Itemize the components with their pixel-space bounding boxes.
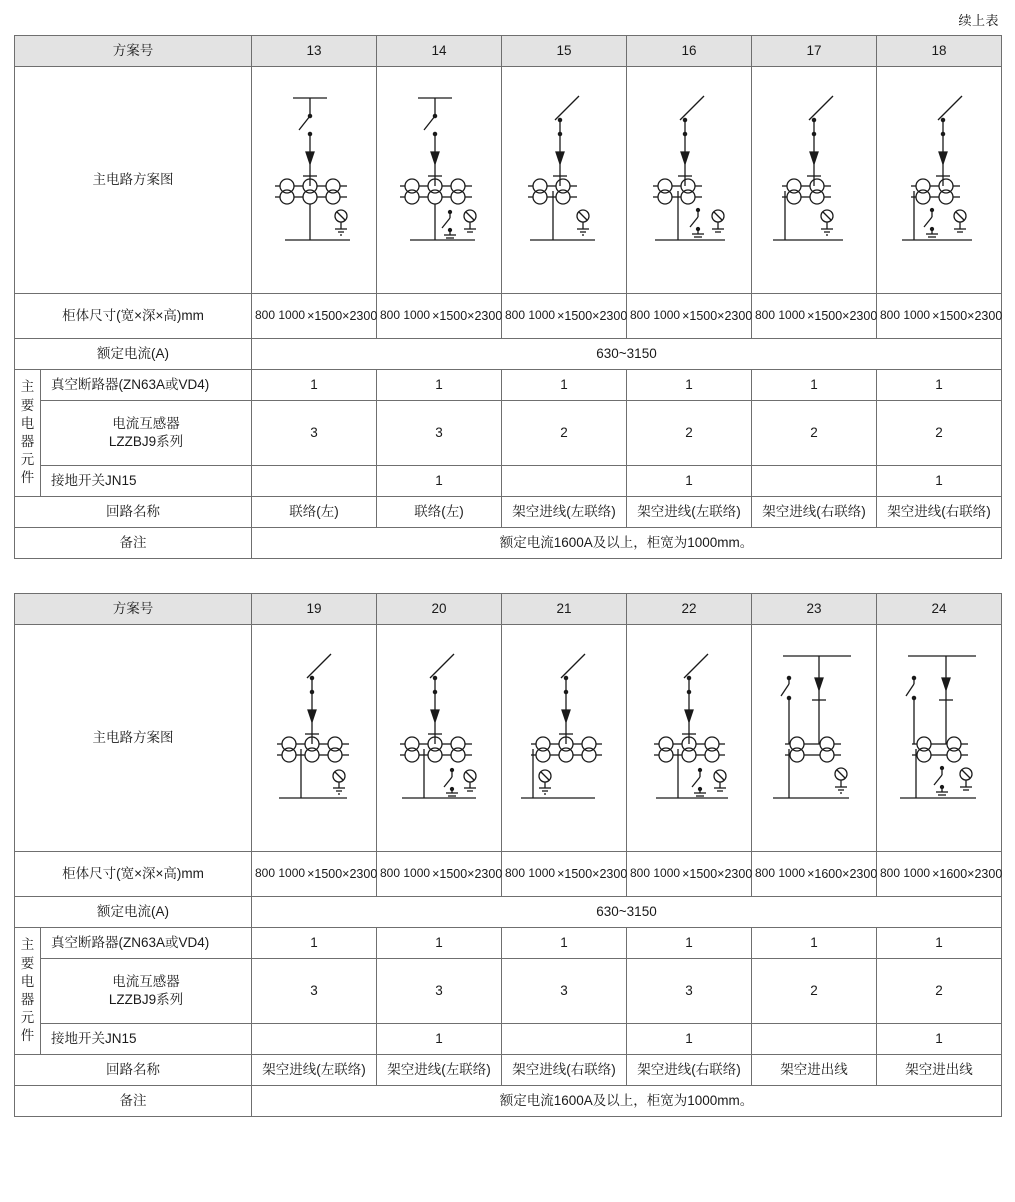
row-label-scheme-no: 方案号: [15, 36, 252, 67]
circuit-diagram-cell: [502, 625, 627, 852]
earth-switch-count-cell: 1: [877, 466, 1002, 497]
table-row-scheme-no: [15, 594, 1002, 625]
table-row-main-circuit: [15, 625, 1002, 852]
earth-switch-count-cell: 1: [377, 1024, 502, 1055]
table-row-vcb: [15, 928, 1002, 959]
loop-name-cell: 架空进出线: [752, 1055, 877, 1086]
table-row-main-circuit: [15, 67, 1002, 294]
earth-switch-count-cell: 1: [877, 1024, 1002, 1055]
ct-count-cell: 2: [752, 959, 877, 1024]
loop-name-cell: 联络(左): [252, 497, 377, 528]
loop-name-cell: 联络(左): [377, 497, 502, 528]
loop-name-cell: 架空进线(左联络): [502, 497, 627, 528]
vcb-count-cell: 1: [627, 928, 752, 959]
circuit-diagram-overhead-3ct-left: [255, 648, 375, 828]
scheme-number-cell: 14: [377, 36, 502, 67]
cabinet-size-cell: 800 1000 ×1500×2300: [252, 294, 377, 339]
ct-count-cell: 2: [877, 959, 1002, 1024]
row-label-remark: 备注: [15, 1086, 252, 1117]
circuit-diagram-cable-incoming-2ct-right-earth: [880, 90, 1000, 270]
earth-switch-count-cell: 1: [627, 1024, 752, 1055]
loop-name-cell: 架空进线(右联络): [877, 497, 1002, 528]
cabinet-width-stack: 800 1000: [380, 866, 431, 881]
row-label-loop-name: 回路名称: [15, 1055, 252, 1086]
scheme-number-cell: 13: [252, 36, 377, 67]
rated-current-value: 630~3150: [252, 897, 1002, 928]
cabinet-size-cell: 800 1000 ×1500×2300: [627, 294, 752, 339]
cabinet-size-cell: 800 1000 ×1500×2300: [752, 294, 877, 339]
circuit-diagram-cell: [502, 67, 627, 294]
cabinet-size-cell: 800 1000 ×1500×2300: [252, 852, 377, 897]
circuit-diagram-overhead-3ct-right-earth: [630, 648, 750, 828]
loop-name-cell: 架空进线(左联络): [627, 497, 752, 528]
vcb-count-cell: 1: [252, 370, 377, 401]
circuit-diagram-cell: [377, 625, 502, 852]
cabinet-width-stack: 800 1000: [880, 866, 931, 881]
earth-switch-count-cell: [752, 1024, 877, 1055]
circuit-diagram-cable-incoming-2ct-right: [755, 90, 875, 270]
table-row-earth-switch: [15, 1024, 1002, 1055]
circuit-diagram-cable-incoming-2ct-left: [505, 90, 625, 270]
row-label-ct: 电流互感器 LZZBJ9系列: [41, 401, 252, 466]
cabinet-width-stack: 800 1000: [880, 308, 931, 323]
row-label-ct: 电流互感器 LZZBJ9系列: [41, 959, 252, 1024]
row-label-remark: 备注: [15, 528, 252, 559]
table-row-earth-switch: [15, 466, 1002, 497]
loop-name-cell: 架空进线(左联络): [377, 1055, 502, 1086]
circuit-diagram-cell: [877, 625, 1002, 852]
remark-value: 额定电流1600A及以上，柜宽为1000mm。: [252, 1086, 1002, 1117]
scheme-number-cell: 16: [627, 36, 752, 67]
circuit-diagram-busbar-top-vertical-3ct-earth: [380, 90, 500, 270]
row-label-cabinet-size: 柜体尺寸(宽×深×高)mm: [15, 852, 252, 897]
circuit-diagram-overhead-in-out-2ct: [755, 648, 875, 828]
row-label-main-circuit: 主电路方案图: [15, 67, 252, 294]
table-row-cabinet-size: [15, 852, 1002, 897]
circuit-diagram-cell: [752, 67, 877, 294]
vcb-count-cell: 1: [752, 370, 877, 401]
row-label-scheme-no: 方案号: [15, 594, 252, 625]
vcb-count-cell: 1: [877, 928, 1002, 959]
row-label-vcb: 真空断路器(ZN63A或VD4): [41, 928, 252, 959]
earth-switch-count-cell: 1: [377, 466, 502, 497]
cabinet-width-stack: 800 1000: [505, 308, 556, 323]
cabinet-width-stack: 800 1000: [255, 308, 306, 323]
circuit-diagram-cell: [252, 625, 377, 852]
ct-count-cell: 3: [377, 401, 502, 466]
vcb-count-cell: 1: [752, 928, 877, 959]
circuit-diagram-cable-incoming-2ct-left-earth: [630, 90, 750, 270]
row-label-cabinet-size: 柜体尺寸(宽×深×高)mm: [15, 294, 252, 339]
vcb-count-cell: 1: [377, 370, 502, 401]
earth-switch-count-cell: [752, 466, 877, 497]
loop-name-cell: 架空进线(右联络): [502, 1055, 627, 1086]
cabinet-size-cell: 800 1000 ×1600×2300: [877, 852, 1002, 897]
circuit-diagram-cell: [877, 67, 1002, 294]
cabinet-width-stack: 800 1000: [505, 866, 556, 881]
row-group-main-components: 主 要 电 器 元 件: [15, 928, 41, 1055]
earth-switch-count-cell: 1: [627, 466, 752, 497]
earth-switch-count-cell: [252, 1024, 377, 1055]
scheme-number-cell: 20: [377, 594, 502, 625]
scheme-number-cell: 24: [877, 594, 1002, 625]
row-group-main-components: 主 要 电 器 元 件: [15, 370, 41, 497]
ct-count-cell: 3: [252, 401, 377, 466]
earth-switch-count-cell: [502, 1024, 627, 1055]
cabinet-width-stack: 800 1000: [255, 866, 306, 881]
cabinet-size-cell: 800 1000 ×1500×2300: [502, 294, 627, 339]
loop-name-cell: 架空进线(左联络): [252, 1055, 377, 1086]
spec-table-2: [14, 593, 1002, 1117]
table-row-loop-name: [15, 1055, 1002, 1086]
scheme-number-cell: 17: [752, 36, 877, 67]
cabinet-size-cell: 800 1000 ×1500×2300: [627, 852, 752, 897]
vcb-count-cell: 1: [502, 928, 627, 959]
circuit-diagram-overhead-3ct-right: [505, 648, 625, 828]
cabinet-width-stack: 800 1000: [755, 866, 806, 881]
cabinet-size-cell: 800 1000 ×1500×2300: [877, 294, 1002, 339]
row-label-earth-switch: 接地开关JN15: [41, 466, 252, 497]
table-row-rated-current: [15, 897, 1002, 928]
row-label-main-circuit: 主电路方案图: [15, 625, 252, 852]
table-row-cabinet-size: [15, 294, 1002, 339]
table-row-loop-name: [15, 497, 1002, 528]
vcb-count-cell: 1: [877, 370, 1002, 401]
earth-switch-count-cell: [252, 466, 377, 497]
circuit-diagram-cell: [627, 625, 752, 852]
ct-count-cell: 2: [752, 401, 877, 466]
circuit-diagram-cell: [377, 67, 502, 294]
table-row-remark: [15, 1086, 1002, 1117]
row-label-loop-name: 回路名称: [15, 497, 252, 528]
row-label-rated-current: 额定电流(A): [15, 897, 252, 928]
ct-count-cell: 3: [377, 959, 502, 1024]
vcb-count-cell: 1: [627, 370, 752, 401]
cabinet-width-stack: 800 1000: [630, 866, 681, 881]
rated-current-value: 630~3150: [252, 339, 1002, 370]
table-row-vcb: [15, 370, 1002, 401]
scheme-number-cell: 23: [752, 594, 877, 625]
cabinet-width-stack: 800 1000: [755, 308, 806, 323]
row-label-rated-current: 额定电流(A): [15, 339, 252, 370]
row-label-earth-switch: 接地开关JN15: [41, 1024, 252, 1055]
ct-count-cell: 2: [877, 401, 1002, 466]
scheme-number-cell: 18: [877, 36, 1002, 67]
circuit-diagram-overhead-3ct-left-earth: [380, 648, 500, 828]
circuit-diagram-overhead-in-out-2ct-earth: [880, 648, 1000, 828]
loop-name-cell: 架空进线(右联络): [627, 1055, 752, 1086]
spec-table-1: [14, 35, 1002, 559]
ct-count-cell: 2: [627, 401, 752, 466]
cabinet-width-stack: 800 1000: [380, 308, 431, 323]
ct-count-cell: 3: [502, 959, 627, 1024]
table-row-scheme-no: [15, 36, 1002, 67]
scheme-number-cell: 21: [502, 594, 627, 625]
table-row-ct: [15, 959, 1002, 1024]
loop-name-cell: 架空进线(右联络): [752, 497, 877, 528]
scheme-number-cell: 15: [502, 36, 627, 67]
ct-count-cell: 3: [252, 959, 377, 1024]
row-label-vcb: 真空断路器(ZN63A或VD4): [41, 370, 252, 401]
scheme-number-cell: 19: [252, 594, 377, 625]
cabinet-size-cell: 800 1000 ×1500×2300: [377, 852, 502, 897]
continued-table-note: 续上表: [958, 13, 999, 28]
cabinet-width-stack: 800 1000: [630, 308, 681, 323]
table-row-remark: [15, 528, 1002, 559]
vcb-count-cell: 1: [377, 928, 502, 959]
cabinet-size-cell: 800 1000 ×1500×2300: [377, 294, 502, 339]
loop-name-cell: 架空进出线: [877, 1055, 1002, 1086]
ct-count-cell: 2: [502, 401, 627, 466]
vcb-count-cell: 1: [502, 370, 627, 401]
cabinet-size-cell: 800 1000 ×1600×2300: [752, 852, 877, 897]
circuit-diagram-cell: [752, 625, 877, 852]
circuit-diagram-cell: [252, 67, 377, 294]
ct-count-cell: 3: [627, 959, 752, 1024]
table-row-rated-current: [15, 339, 1002, 370]
table-row-ct: [15, 401, 1002, 466]
earth-switch-count-cell: [502, 466, 627, 497]
circuit-diagram-cell: [627, 67, 752, 294]
remark-value: 额定电流1600A及以上，柜宽为1000mm。: [252, 528, 1002, 559]
circuit-diagram-busbar-top-vertical-3ct: [255, 90, 375, 270]
scheme-number-cell: 22: [627, 594, 752, 625]
cabinet-size-cell: 800 1000 ×1500×2300: [502, 852, 627, 897]
vcb-count-cell: 1: [252, 928, 377, 959]
